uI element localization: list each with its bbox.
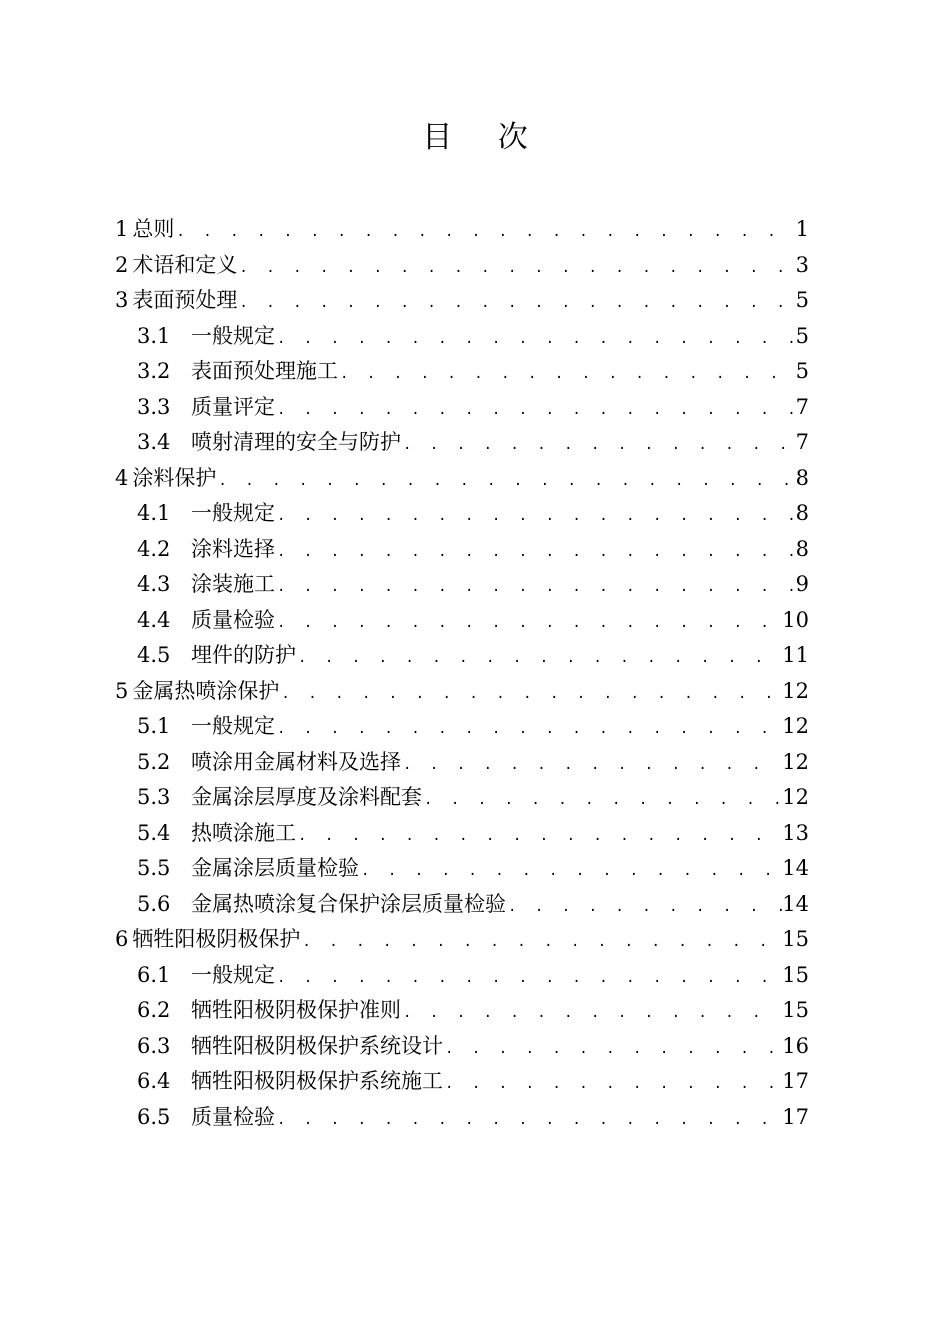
toc-entry-page-number: 11 xyxy=(782,643,809,667)
toc-entry[interactable] xyxy=(115,993,809,1029)
toc-entry-number: 4 xyxy=(115,465,129,490)
toc-entry-page-number: 5 xyxy=(795,359,809,383)
toc-entry-page-number: 17 xyxy=(782,1069,809,1093)
toc-entry-label: 埋件的防护 xyxy=(191,643,296,667)
toc-entry-label: 金属热喷涂保护 xyxy=(132,678,280,703)
dot-leader xyxy=(275,570,796,606)
toc-entry-number: 4.4 xyxy=(137,607,171,632)
toc-entry[interactable] xyxy=(115,248,809,284)
toc-entry-label: 牺牲阳极阴极保护系统设计 xyxy=(191,1033,443,1058)
toc-entry-number: 4.3 xyxy=(137,572,171,596)
dot-leader xyxy=(401,996,782,1032)
toc-entry-page-number: 8 xyxy=(795,501,809,525)
toc-entry-page-number: 15 xyxy=(782,927,809,951)
toc-entry-label: 牺牲阳极阴极保护 xyxy=(132,927,301,951)
toc-entry[interactable] xyxy=(115,461,809,497)
toc-entry-number: 1 xyxy=(115,217,129,241)
toc-entry-number: 6.4 xyxy=(137,1069,171,1093)
dot-leader xyxy=(237,286,795,322)
toc-entry-page-number: 5 xyxy=(795,288,809,312)
dot-leader xyxy=(279,677,782,713)
toc-entry-number: 3 xyxy=(115,288,129,312)
toc-entry[interactable] xyxy=(115,922,809,958)
toc-entry-page-number: 5 xyxy=(795,323,809,348)
toc-entry-page-number: 14 xyxy=(782,856,809,880)
toc-entry-label: 涂料选择 xyxy=(191,536,275,561)
page-title: 目 次 xyxy=(422,120,546,155)
toc-entry-number: 6.1 xyxy=(137,962,171,987)
dot-leader xyxy=(359,854,782,890)
toc-entry[interactable] xyxy=(115,567,809,603)
toc-entry-page-number: 7 xyxy=(795,394,809,419)
toc-entry-label: 一般规定 xyxy=(191,501,275,525)
toc-entry-page-number: 15 xyxy=(782,998,809,1022)
toc-entry[interactable] xyxy=(115,780,809,816)
dot-leader xyxy=(300,925,782,961)
dot-leader xyxy=(338,357,796,393)
toc-entry-label: 金属热喷涂复合保护涂层质量检验 xyxy=(191,891,506,916)
toc-entry-number: 5.3 xyxy=(137,785,171,809)
dot-leader xyxy=(275,606,782,642)
toc-entry[interactable] xyxy=(115,532,809,568)
toc-entry-page-number: 7 xyxy=(795,430,809,454)
toc-entry-number: 4.1 xyxy=(137,501,171,525)
toc-entry-number: 6.2 xyxy=(137,998,171,1022)
toc-entry-number: 4.5 xyxy=(137,643,171,667)
toc-entry[interactable] xyxy=(115,958,809,994)
toc-entry-number: 5.6 xyxy=(137,891,171,916)
dot-leader xyxy=(275,961,782,997)
toc-entry-page-number: 12 xyxy=(782,678,809,703)
toc-entry-number: 6 xyxy=(115,927,129,951)
toc-entry-number: 3.3 xyxy=(137,394,171,419)
dot-leader xyxy=(401,748,782,784)
dot-leader xyxy=(506,890,782,926)
dot-leader xyxy=(216,464,795,500)
toc-entry-page-number: 3 xyxy=(795,252,809,277)
toc-entry[interactable] xyxy=(115,851,809,887)
toc-entry-page-number: 16 xyxy=(782,1033,809,1058)
toc-entry-number: 2 xyxy=(115,252,129,277)
toc-entry-number: 5 xyxy=(115,678,129,703)
toc-entry-label: 涂料保护 xyxy=(132,465,217,490)
toc-entry-page-number: 12 xyxy=(782,714,809,738)
toc-entry-number: 6.3 xyxy=(137,1033,171,1058)
dot-leader xyxy=(275,1103,782,1139)
toc-entry-label: 喷射清理的安全与防护 xyxy=(191,430,401,454)
toc-entry[interactable] xyxy=(115,319,809,355)
toc-entry-page-number: 1 xyxy=(795,217,809,241)
toc-entry[interactable] xyxy=(115,603,809,639)
toc-entry[interactable] xyxy=(115,887,809,923)
toc-entry-label: 一般规定 xyxy=(191,323,275,348)
toc-entry[interactable] xyxy=(115,709,809,745)
dot-leader xyxy=(296,819,782,855)
toc-entry[interactable] xyxy=(115,496,809,532)
toc-entry[interactable] xyxy=(115,638,809,674)
toc-entry-number: 5.4 xyxy=(137,820,171,845)
toc-entry-number: 4.2 xyxy=(137,536,171,561)
toc-entry[interactable] xyxy=(115,425,809,461)
toc-entry-page-number: 13 xyxy=(782,820,809,845)
toc-entry[interactable] xyxy=(115,354,809,390)
dot-leader xyxy=(443,1032,782,1068)
toc-entry[interactable] xyxy=(115,816,809,852)
toc-entry-page-number: 15 xyxy=(782,962,809,987)
toc-entry-page-number: 10 xyxy=(782,607,809,632)
toc-entry-label: 牺牲阳极阴极保护系统施工 xyxy=(191,1069,443,1093)
toc-entry[interactable] xyxy=(115,674,809,710)
dot-leader xyxy=(275,499,796,535)
toc-entry-number: 5.2 xyxy=(137,749,171,774)
toc-entry[interactable] xyxy=(115,1100,809,1136)
toc-entry-page-number: 12 xyxy=(782,749,809,774)
toc-entry-label: 金属涂层质量检验 xyxy=(191,856,359,880)
dot-leader xyxy=(174,215,795,251)
toc-entry-page-number: 8 xyxy=(795,536,809,561)
toc-entry-label: 涂装施工 xyxy=(191,572,275,596)
toc-entry-label: 金属涂层厚度及涂料配套 xyxy=(191,785,422,809)
toc-entry-number: 5.1 xyxy=(137,714,171,738)
toc-entry-number: 3.4 xyxy=(137,430,171,454)
toc-entry-label: 质量检验 xyxy=(191,607,275,632)
dot-leader xyxy=(237,251,795,287)
toc-entry-label: 喷涂用金属材料及选择 xyxy=(191,749,401,774)
toc-entry-number: 3.2 xyxy=(137,359,171,383)
table-of-contents xyxy=(115,212,809,1135)
dot-leader xyxy=(275,322,796,358)
toc-entry-page-number: 8 xyxy=(795,465,809,490)
toc-entry-page-number: 9 xyxy=(795,572,809,596)
toc-entry-label: 质量检验 xyxy=(191,1104,275,1129)
toc-entry-page-number: 12 xyxy=(782,785,809,809)
toc-entry-number: 6.5 xyxy=(137,1104,171,1129)
dot-leader xyxy=(275,712,782,748)
toc-entry[interactable] xyxy=(115,283,809,319)
toc-entry[interactable] xyxy=(115,1029,809,1065)
toc-entry-label: 一般规定 xyxy=(191,962,275,987)
toc-entry-label: 牺牲阳极阴极保护准则 xyxy=(191,998,401,1022)
toc-entry[interactable] xyxy=(115,212,809,248)
toc-entry[interactable] xyxy=(115,390,809,426)
toc-entry[interactable] xyxy=(115,1064,809,1100)
toc-entry-label: 质量评定 xyxy=(191,394,275,419)
toc-entry-number: 5.5 xyxy=(137,856,171,880)
dot-leader xyxy=(422,783,782,819)
toc-entry-page-number: 17 xyxy=(782,1104,809,1129)
toc-entry-page-number: 14 xyxy=(782,891,809,916)
toc-entry-label: 术语和定义 xyxy=(132,252,238,277)
toc-entry[interactable] xyxy=(115,745,809,781)
dot-leader xyxy=(296,641,782,677)
toc-entry-label: 一般规定 xyxy=(191,714,275,738)
dot-leader xyxy=(275,393,796,429)
dot-leader xyxy=(401,428,796,464)
dot-leader xyxy=(275,535,796,571)
toc-entry-label: 表面预处理施工 xyxy=(191,359,338,383)
dot-leader xyxy=(443,1067,782,1103)
toc-entry-label: 表面预处理 xyxy=(132,288,238,312)
toc-entry-label: 总则 xyxy=(132,217,175,241)
toc-entry-number: 3.1 xyxy=(137,323,171,348)
toc-entry-label: 热喷涂施工 xyxy=(191,820,296,845)
